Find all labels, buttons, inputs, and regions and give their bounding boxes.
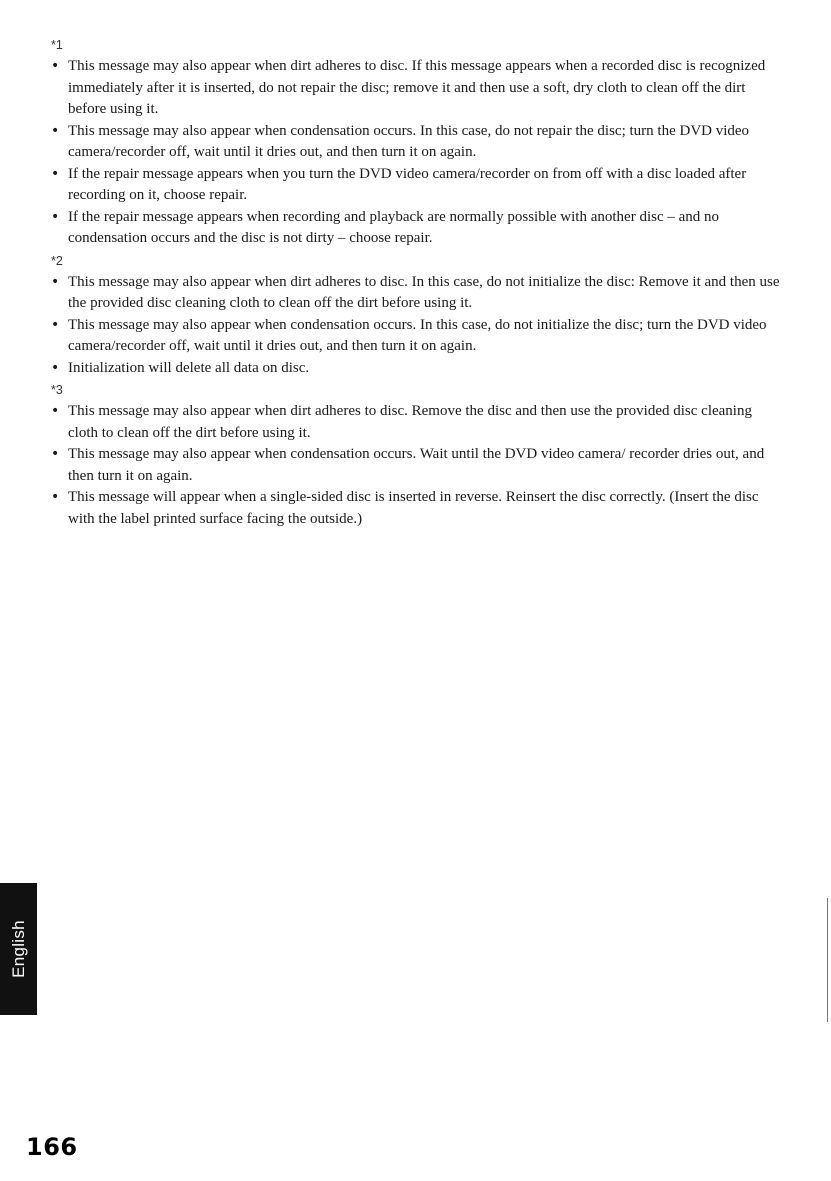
bullet-item: • This message may also appear when dirt adheres to disc. Remove the disc and then use the provided disc cleaning cloth to clean off the dirt before using it. [40,401,780,444]
note-marker: *2 [51,253,63,268]
note-section-2 [40,250,780,380]
notes-content [40,34,780,530]
bullet-item: • This message may also appear when dirt adheres to disc. If this message appears when a recorded disc is recognized immediately after it is inserted, do not repair the disc; remove it and then use a soft, dry cloth to clean off the dirt before using it. [40,56,780,121]
bullet-item: • Initialization will delete all data on disc. [40,358,780,380]
bullet-item: • This message will appear when a single-sided disc is inserted in reverse. Reinsert the disc correctly. (Insert the disc with the label printed surface facing the outside.) [40,487,780,530]
bullet-list [40,401,780,530]
bullet-list [40,56,780,250]
language-tab [0,883,37,1015]
bullet-item: • If the repair message appears when recording and playback are normally possible with another disc – and no condensation occurs and the disc is not dirty – choose repair. [40,207,780,250]
note-marker: *1 [51,38,63,52]
bullet-item: • This message may also appear when condensation occurs. Wait until the DVD video camera/ recorder dries out, and then turn it on again. [40,444,780,487]
bullet-item: • This message may also appear when dirt adheres to disc. In this case, do not initialize the disc: Remove it and then use the provided disc cleaning cloth to clean off the dirt before using it. [40,272,780,315]
note-section-3 [40,379,780,530]
page-number: 166 [26,1133,78,1161]
note-section-1 [40,34,780,250]
bullet-list [40,272,780,380]
language-tab-label: English [8,920,28,978]
page-edge-line [827,898,828,1022]
bullet-item: • This message may also appear when condensation occurs. In this case, do not repair the disc; turn the DVD video camera/recorder off, wait until it dries out, and then turn it on again. [40,121,780,164]
note-marker: *3 [51,383,63,397]
bullet-item: • If the repair message appears when you turn the DVD video camera/recorder on from off with a disc loaded after recording on it, choose repair. [40,164,780,207]
bullet-item: • This message may also appear when condensation occurs. In this case, do not initialize the disc; turn the DVD video camera/recorder off, wait until it dries out, and then turn it on again. [40,315,780,358]
